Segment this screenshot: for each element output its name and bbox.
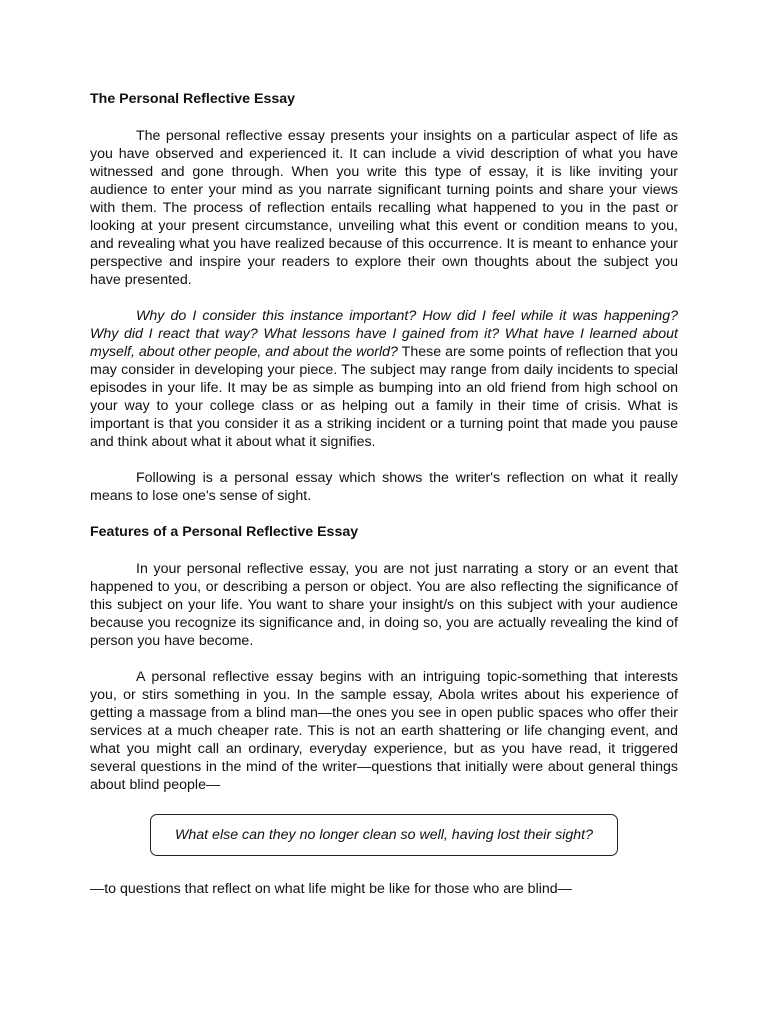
quote-box [150,814,618,856]
document-page [90,90,678,916]
features-paragraph-1: In your personal reflective essay, you are not just narrating a story or an event that happened to you, or describing a person or object. You are also reflecting the significance of this subject on your life. You want to share your insight/s on this subject with your audience because you recognize its significance and, in doing so, you are actually revealing the kind of person you have become. [90,561,678,649]
document-title: The Personal Reflective Essay [90,91,296,107]
following-paragraph: Following is a personal essay which shows the writer's reflection on what it really means to lose one's sense of sight. [90,470,678,504]
intro-paragraph: The personal reflective essay presents your insights on a particular aspect of life as you have observed and experienced it. It can include a vivid description of what you have witnessed and gone through. When you write this type of essay, it is like inviting your audience to enter your mind as you narrate significant turning points and share your views with them. The process of reflection entails recalling what happened to you in the past or looking at your present circumstance, unveiling what this event or condition means to you, and revealing what you have realized because of this occurrence. It is meant to enhance your perspective and inspire your readers to explore their own thoughts about the subject you have presented. [90,128,678,288]
reflection-questions-paragraph [90,307,678,451]
features-paragraph-2: A personal reflective essay begins with an intriguing topic-something that interests you, or stirs something in you. In the sample essay, Abola writes about his experience of getting a massage from a blind man—the ones you see in open public spaces who offer their services at a much cheaper rate. This is not an earth shattering or life changing event, and what you might call an ordinary, everyday experience, but as you have read, it triggered several questions in the mind of the writer—questions that initially were about general things about blind people— [90,669,678,793]
reflection-questions: Why do I consider this instance important? How did I feel while it was happening? Why did I react that way? What lessons have I gained from it? What have I learned about myself, about other people, and about the world? [90,308,678,360]
quote-text: What else can they no longer clean so well, having lost their sight? [175,827,593,843]
reflection-questions-followup: These are some points of reflection that you may consider in developing your piece. The subject may range from daily incidents to special episodes in your life. It may be as simple as bumping into an old friend from high school on your way to your college class or as helping out a family in their time of crisis. What is important is that you consider it as a striking incident or a turning point that made you pause and think about what it about what it signifies. [90,344,678,450]
features-heading: Features of a Personal Reflective Essay [90,524,359,540]
closing-line: —to questions that reflect on what life might be like for those who are blind— [90,881,572,897]
